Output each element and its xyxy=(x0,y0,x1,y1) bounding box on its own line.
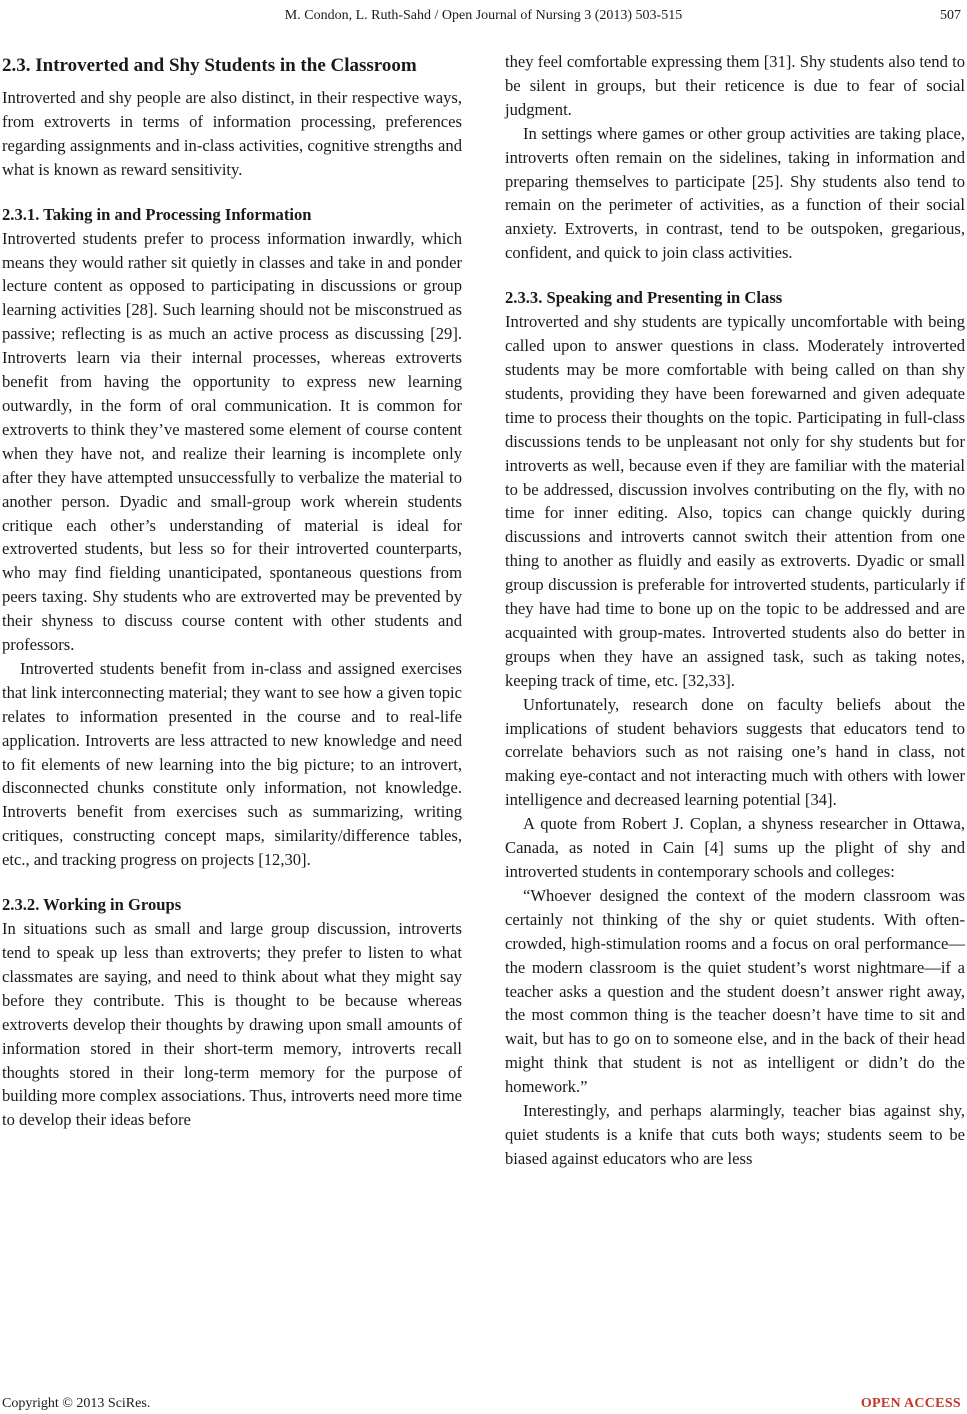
page-number: 507 xyxy=(940,8,961,23)
section-intro: Introverted and shy people are also distinct, in their respective ways, from extroverts in terms of information processing, preferences regarding assignments and in-class activities, cognitive strengths and what is known as reward sensitivity. xyxy=(2,88,462,179)
right-column xyxy=(505,50,965,1171)
block-quote: “Whoever designed the context of the modern classroom was certainly not thinking of the shy or quiet students. With often-crowded, high-stimulation rooms and a focus on oral performance—the modern classroom is the quiet student’s worst nightmare—if a teacher asks a question and the student doesn’t answer right away, the most common thing is the teacher doesn’t have time to sit and wait, but has to go on to someone else, and in the back of their head might think that student is not as intelligent or didn’t do the homework.” xyxy=(505,885,965,1097)
subsection-title-2-3-1: 2.3.1. Taking in and Processing Information xyxy=(2,204,312,224)
left-column xyxy=(2,50,462,1132)
subsection-title-2-3-3: 2.3.3. Speaking and Presenting in Class xyxy=(505,288,783,308)
running-header xyxy=(0,0,967,30)
paragraph: Interestingly, and perhaps alarmingly, teacher bias against shy, quiet students is a knife that cuts both ways; students seem to be biased against educators who are less xyxy=(505,1101,965,1168)
paragraph: In settings where games or other group activities are taking place, introverts often remain on the sidelines, taking in information and preparing themselves to participate [25]. Shy students also tend to remain on the perimeter of activities, as a function of their social anxiety. Extroverts, in contrast, tend to be outspoken, gregarious, confident, and quick to join class activities. xyxy=(505,123,965,263)
paragraph: Introverted students prefer to process information inwardly, which means they would rather sit quietly in classes and take in and ponder lecture content as opposed to participating in discussions or group learning activities [28]. Such learning should not be misconstrued as passive; reflecting is as much an active process as discussing [29]. Introverts learn via their internal processes, whereas extroverts benefit from having the opportunity to express new learning outwardly, in the form of oral communication. It is common for extroverts to think they’ve mastered some element of course content when they have not, and realize their learning is incomplete only after they have attempted unsuccessfully to verbalize the material to another person. Dyadic and small-group work wherein students critique each other’s understanding of material is ideal for extroverted students, but less so for their introverted counterparts, who may find fielding unanticipated, spontaneous questions from peers taxing. Shy students who are extroverted may be prevented by their shyness to discuss course content with other students and professors. xyxy=(2,228,462,655)
paragraph: A quote from Robert J. Coplan, a shyness researcher in Ottawa, Canada, as noted in Cain [4] sums up the plight of shy and introverted students in contemporary schools and colleges: xyxy=(505,814,965,881)
open-access-label: OPEN ACCESS xyxy=(860,1396,961,1411)
running-title: M. Condon, L. Ruth-Sahd / Open Journal of Nursing 3 (2013) 503-515 xyxy=(284,8,683,23)
paragraph: Introverted students benefit from in-class and assigned exercises that link interconnecting material; they want to see how a given topic relates to information presented in the course and to real-life application. Introverts are less attracted to new knowledge and need to fit elements of new learning into the big picture; to an introvert, disconnected chunks constitute only information, not knowledge. Introverts benefit from exercises such as summarizing, writing critiques, constructing concept maps, similarity/difference tables, etc., and tracking progress on projects [12,30]. xyxy=(2,658,462,870)
paragraph: they feel comfortable expressing them [31]. Shy students also tend to be silent in groups, but their reticence is due to fear of social judgment. xyxy=(505,52,965,119)
copyright-notice: Copyright © 2013 SciRes. xyxy=(2,1396,151,1411)
section-title: 2.3. Introverted and Shy Students in the Classroom xyxy=(2,55,417,76)
paragraph: Unfortunately, research done on faculty beliefs about the implications of student behaviors suggests that educators tend to correlate behaviors such as not raising one’s hand in class, not making eye-contact and not interacting much with others with lower intelligence and decreased learning potential [34]. xyxy=(505,694,965,810)
paragraph: Introverted and shy students are typically uncomfortable with being called upon to answer questions in class. Moderately introverted students may be more comfortable with being called on than shy students, providing they have been forewarned and given adequate time to process their thoughts on the topic. Participating in full-class discussions tends to be unpleasant not only for shy students but for introverts as well, because even if they are familiar with the material to be addressed, discussion involves contributing on the fly, with no time for inner editing. Also, topics can change quickly during discussions and introverts cannot switch their attention from one thing to another as fluidly and easily as extroverts. Dyadic or small group discussion is preferable for introverted students, particularly if they have had time to bone up on the topic to be addressed and are acquainted with group-mates. Introverted students also do better in groups when they have an assigned task, such as taking notes, keeping track of time, etc. [32,33]. xyxy=(505,312,965,690)
subsection-title-2-3-2: 2.3.2. Working in Groups xyxy=(2,895,182,915)
paragraph: In situations such as small and large group discussion, introverts tend to speak up less than extroverts; they prefer to listen to what classmates are saying, and need to think about what they might say before they contribute. This is thought to be because whereas extroverts develop their thoughts by drawing upon small amounts of information stored in their short-term memory, introverts recall thoughts stored in their long-term memory for the purpose of building more complex associations. Thus, introverts need more time to develop their ideas before xyxy=(2,919,462,1130)
